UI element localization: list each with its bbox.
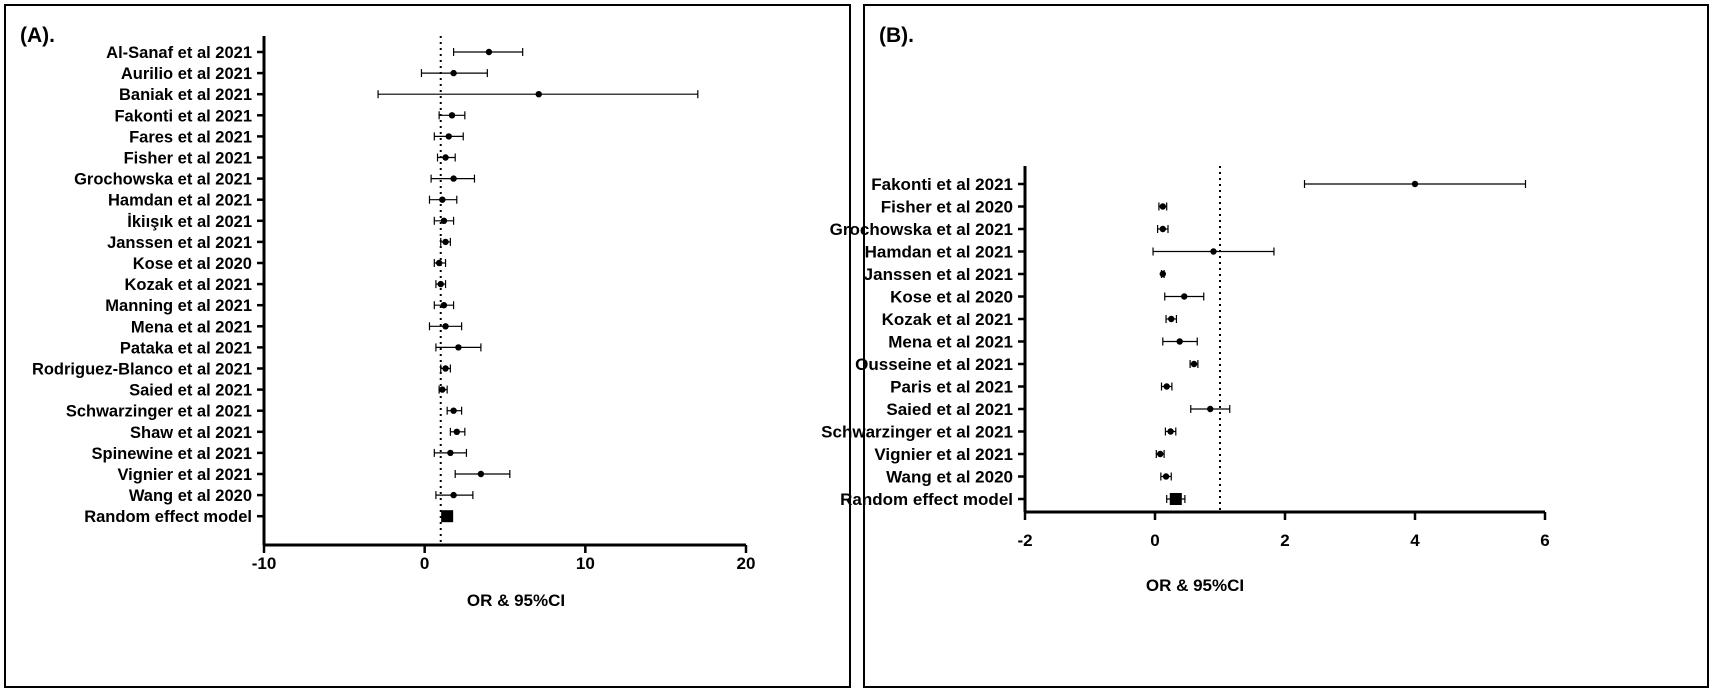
x-tick-label: 4	[1410, 531, 1420, 550]
study-label: Aurilio et al 2021	[120, 65, 252, 84]
study-label: Mena et al 2021	[130, 318, 252, 337]
point-estimate	[1160, 203, 1166, 209]
panel-label-a: (A).	[20, 24, 55, 47]
x-tick-label: 10	[575, 554, 595, 573]
point-estimate	[442, 365, 448, 371]
study-label: Wang et al 2020	[128, 487, 252, 506]
study-label: Al-Sanaf et al 2021	[106, 44, 252, 62]
point-estimate	[1160, 226, 1166, 232]
point-estimate	[1164, 383, 1170, 389]
study-label: Hamdan et al 2021	[864, 242, 1013, 262]
study-label: Paris et al 2021	[890, 377, 1013, 397]
point-estimate	[441, 302, 447, 308]
point-estimate	[1207, 406, 1213, 412]
study-label: Fakonti et al 2021	[114, 107, 252, 126]
study-label: Manning et al 2021	[105, 297, 252, 316]
study-label: Schwarzinger et al 2021	[821, 422, 1013, 442]
point-estimate	[478, 471, 484, 477]
point-estimate	[1181, 293, 1187, 299]
study-label: Ousseine et al 2021	[855, 355, 1013, 374]
study-label: Fisher et al 2020	[880, 197, 1013, 217]
pooled-label: Random effect model	[840, 490, 1013, 509]
x-axis-title: OR & 95%CI	[1145, 576, 1245, 595]
point-estimate	[438, 281, 444, 287]
point-estimate	[449, 112, 455, 118]
point-estimate	[1177, 338, 1183, 344]
study-label: Fisher et al 2021	[123, 149, 252, 168]
point-estimate	[450, 175, 456, 181]
point-estimate	[441, 218, 447, 224]
study-label: Fakonti et al 2021	[871, 175, 1013, 194]
study-label: Kozak et al 2021	[881, 310, 1013, 329]
study-label: İkiışık et al 2021	[127, 212, 252, 231]
point-estimate	[486, 49, 492, 55]
study-label: Rodriguez-Blanco et al 2021	[31, 360, 252, 379]
point-estimate	[1167, 428, 1173, 434]
x-axis-title: OR & 95%CI	[466, 591, 566, 610]
study-label: Kozak et al 2021	[124, 276, 252, 295]
x-tick-label: 0	[419, 554, 430, 573]
study-label: Shaw et al 2021	[130, 423, 252, 442]
point-estimate	[442, 239, 448, 245]
point-estimate	[455, 344, 461, 350]
x-tick-label: -2	[1017, 531, 1033, 550]
pooled-estimate-square	[1170, 493, 1182, 505]
forest-plot-panel-a	[4, 4, 851, 688]
point-estimate	[450, 408, 456, 414]
study-label: Kose et al 2020	[890, 287, 1013, 307]
study-label: Vignier et al 2021	[874, 445, 1013, 464]
point-estimate	[436, 260, 442, 266]
forest-plot-panel-b	[821, 4, 1709, 688]
x-tick-label: 6	[1540, 531, 1550, 550]
study-label: Grochowska et al 2021	[74, 170, 252, 189]
point-estimate	[446, 133, 452, 139]
pooled-label: Random effect model	[84, 508, 252, 527]
study-label: Fares et al 2021	[129, 128, 252, 147]
panel-label-b: (B).	[879, 24, 914, 47]
study-label: Pataka et al 2021	[119, 339, 252, 358]
study-label: Kose et al 2020	[132, 255, 252, 273]
study-label: Grochowska et al 2021	[829, 220, 1013, 239]
point-estimate	[439, 197, 445, 203]
point-estimate	[442, 323, 448, 329]
point-estimate	[1210, 248, 1216, 254]
point-estimate	[1412, 181, 1418, 187]
x-tick-label: 2	[1280, 531, 1290, 550]
study-label: Hamdan et al 2021	[108, 191, 252, 210]
point-estimate	[1168, 316, 1174, 322]
study-label: Saied et al 2021	[129, 381, 252, 400]
x-tick-label: -10	[251, 554, 277, 573]
point-estimate	[536, 91, 542, 97]
point-estimate	[442, 154, 448, 160]
point-estimate	[1160, 271, 1166, 277]
point-estimate	[1191, 361, 1197, 367]
forest-plot-svg-a	[6, 6, 853, 690]
x-tick-label: 0	[1150, 531, 1160, 550]
pooled-estimate-square	[441, 510, 453, 522]
point-estimate	[1163, 473, 1169, 479]
study-label: Mena et al 2021	[888, 332, 1013, 352]
study-label: Vignier et al 2021	[117, 466, 252, 484]
study-label: Wang et al 2020	[886, 467, 1013, 487]
point-estimate	[439, 386, 445, 392]
study-label: Spinewine et al 2021	[91, 444, 252, 463]
point-estimate	[450, 70, 456, 76]
point-estimate	[450, 492, 456, 498]
point-estimate	[454, 429, 460, 435]
study-label: Janssen et al 2021	[863, 265, 1013, 284]
study-label: Schwarzinger et al 2021	[65, 402, 252, 421]
forest-plot-svg-b	[821, 6, 1711, 690]
study-label: Janssen et al 2021	[107, 233, 252, 252]
point-estimate	[447, 450, 453, 456]
study-label: Baniak et al 2021	[119, 86, 252, 105]
point-estimate	[1157, 451, 1163, 457]
x-tick-label: 20	[736, 554, 756, 573]
study-label: Saied et al 2021	[886, 400, 1013, 419]
